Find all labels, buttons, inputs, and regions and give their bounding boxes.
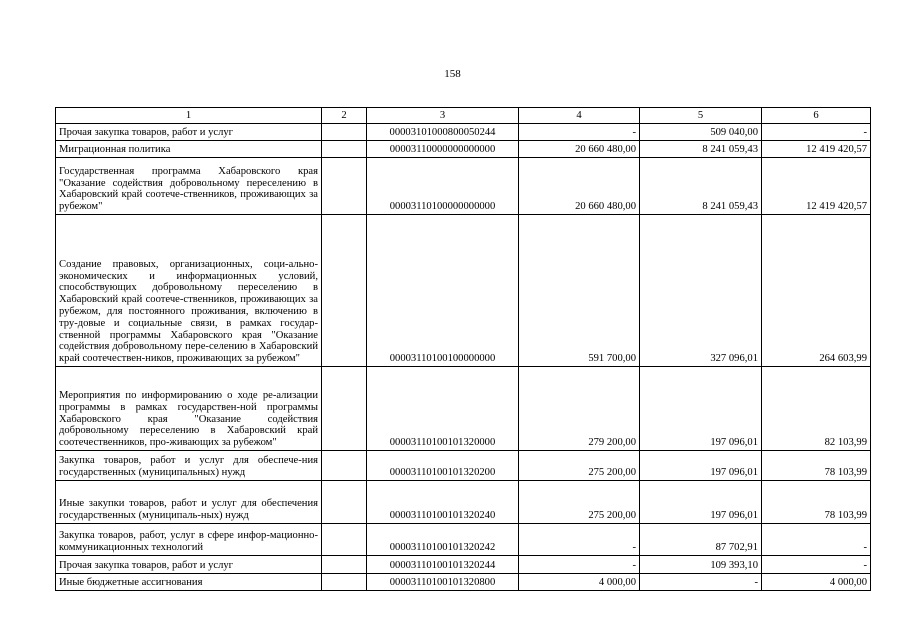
header-col-4: 4	[519, 108, 640, 124]
table-row	[56, 215, 871, 367]
row-value-6: -	[762, 524, 871, 556]
row-col2	[322, 574, 367, 591]
table-row	[56, 158, 871, 215]
row-value-5: 8 241 059,43	[640, 141, 762, 158]
row-code: 00003110100101320244	[367, 556, 519, 574]
row-value-6: -	[762, 124, 871, 141]
row-name: Закупка товаров, работ и услуг для обеспече-ния государственных (муниципальных) нужд	[56, 451, 322, 481]
row-value-4: 591 700,00	[519, 215, 640, 367]
row-value-6: 78 103,99	[762, 481, 871, 524]
row-value-4: 20 660 480,00	[519, 158, 640, 215]
row-code: 00003110100101320242	[367, 524, 519, 556]
row-value-6: -	[762, 556, 871, 574]
row-col2	[322, 158, 367, 215]
row-code: 00003110100101320240	[367, 481, 519, 524]
row-value-6: 264 603,99	[762, 215, 871, 367]
table-row	[56, 124, 871, 141]
row-value-5: 197 096,01	[640, 367, 762, 451]
row-value-6: 12 419 420,57	[762, 141, 871, 158]
row-name: Иные бюджетные ассигнования	[56, 574, 322, 591]
row-value-4: 20 660 480,00	[519, 141, 640, 158]
row-value-5: 327 096,01	[640, 215, 762, 367]
row-name: Создание правовых, организационных, соци-ально-экономических и информационных условий, способствующих добровольному переселению в Хабаровский край соотече-ственников, проживающих за рубежом, для постоянного проживания, включению в тру-довые и социальные связи, в рамках государ-ственной программы Хабаровского края "Оказание содействия добровольному пере-селению в Хабаровский край соотечествен-ников, проживающих за рубежом"	[56, 215, 322, 367]
row-col2	[322, 451, 367, 481]
row-name: Миграционная политика	[56, 141, 322, 158]
row-name: Иные закупки товаров, работ и услуг для обеспечения государственных (муниципаль-ных) нужд	[56, 481, 322, 524]
row-value-6: 82 103,99	[762, 367, 871, 451]
row-code: 00003110100000000000	[367, 158, 519, 215]
table-row	[56, 367, 871, 451]
row-name: Государственная программа Хабаровского края "Оказание содействия добровольному переселению в Хабаровский край соотече-ственников, проживающих за рубежом"	[56, 158, 322, 215]
table-row	[56, 524, 871, 556]
row-name: Мероприятия по информированию о ходе ре-ализации программы в рамках государствен-ной программы Хабаровского края "Оказание содействия добровольному переселению в Хабаровский край соотечественников, про-живающих за рубежом"	[56, 367, 322, 451]
row-code: 00003110100101320200	[367, 451, 519, 481]
row-value-5: 197 096,01	[640, 451, 762, 481]
row-value-6: 4 000,00	[762, 574, 871, 591]
row-code: 00003110000000000000	[367, 141, 519, 158]
row-col2	[322, 215, 367, 367]
header-col-1: 1	[56, 108, 322, 124]
header-col-5: 5	[640, 108, 762, 124]
row-value-4: -	[519, 556, 640, 574]
row-name: Закупка товаров, работ, услуг в сфере инфор-мационно-коммуникационных технологий	[56, 524, 322, 556]
row-value-4: 4 000,00	[519, 574, 640, 591]
row-value-6: 78 103,99	[762, 451, 871, 481]
table-row	[56, 481, 871, 524]
row-code: 00003110100101320800	[367, 574, 519, 591]
row-name: Прочая закупка товаров, работ и услуг	[56, 124, 322, 141]
row-value-6: 12 419 420,57	[762, 158, 871, 215]
row-value-5: 197 096,01	[640, 481, 762, 524]
row-code: 00003101000800050244	[367, 124, 519, 141]
header-col-6: 6	[762, 108, 871, 124]
header-col-2: 2	[322, 108, 367, 124]
row-col2	[322, 367, 367, 451]
row-value-5: 509 040,00	[640, 124, 762, 141]
row-col2	[322, 141, 367, 158]
budget-table	[55, 107, 871, 591]
row-code: 00003110100101320000	[367, 367, 519, 451]
row-col2	[322, 124, 367, 141]
row-col2	[322, 481, 367, 524]
row-col2	[322, 556, 367, 574]
table-header-row	[56, 108, 871, 124]
row-value-5: 109 393,10	[640, 556, 762, 574]
row-value-5: -	[640, 574, 762, 591]
row-col2	[322, 524, 367, 556]
table-row	[56, 574, 871, 591]
row-name: Прочая закупка товаров, работ и услуг	[56, 556, 322, 574]
table-row	[56, 556, 871, 574]
row-code: 00003110100100000000	[367, 215, 519, 367]
row-value-5: 8 241 059,43	[640, 158, 762, 215]
row-value-5: 87 702,91	[640, 524, 762, 556]
row-value-4: -	[519, 524, 640, 556]
row-value-4: 279 200,00	[519, 367, 640, 451]
row-value-4: 275 200,00	[519, 481, 640, 524]
table-row	[56, 141, 871, 158]
row-value-4: -	[519, 124, 640, 141]
page-number: 158	[444, 68, 461, 80]
row-value-4: 275 200,00	[519, 451, 640, 481]
table-row	[56, 451, 871, 481]
header-col-3: 3	[367, 108, 519, 124]
